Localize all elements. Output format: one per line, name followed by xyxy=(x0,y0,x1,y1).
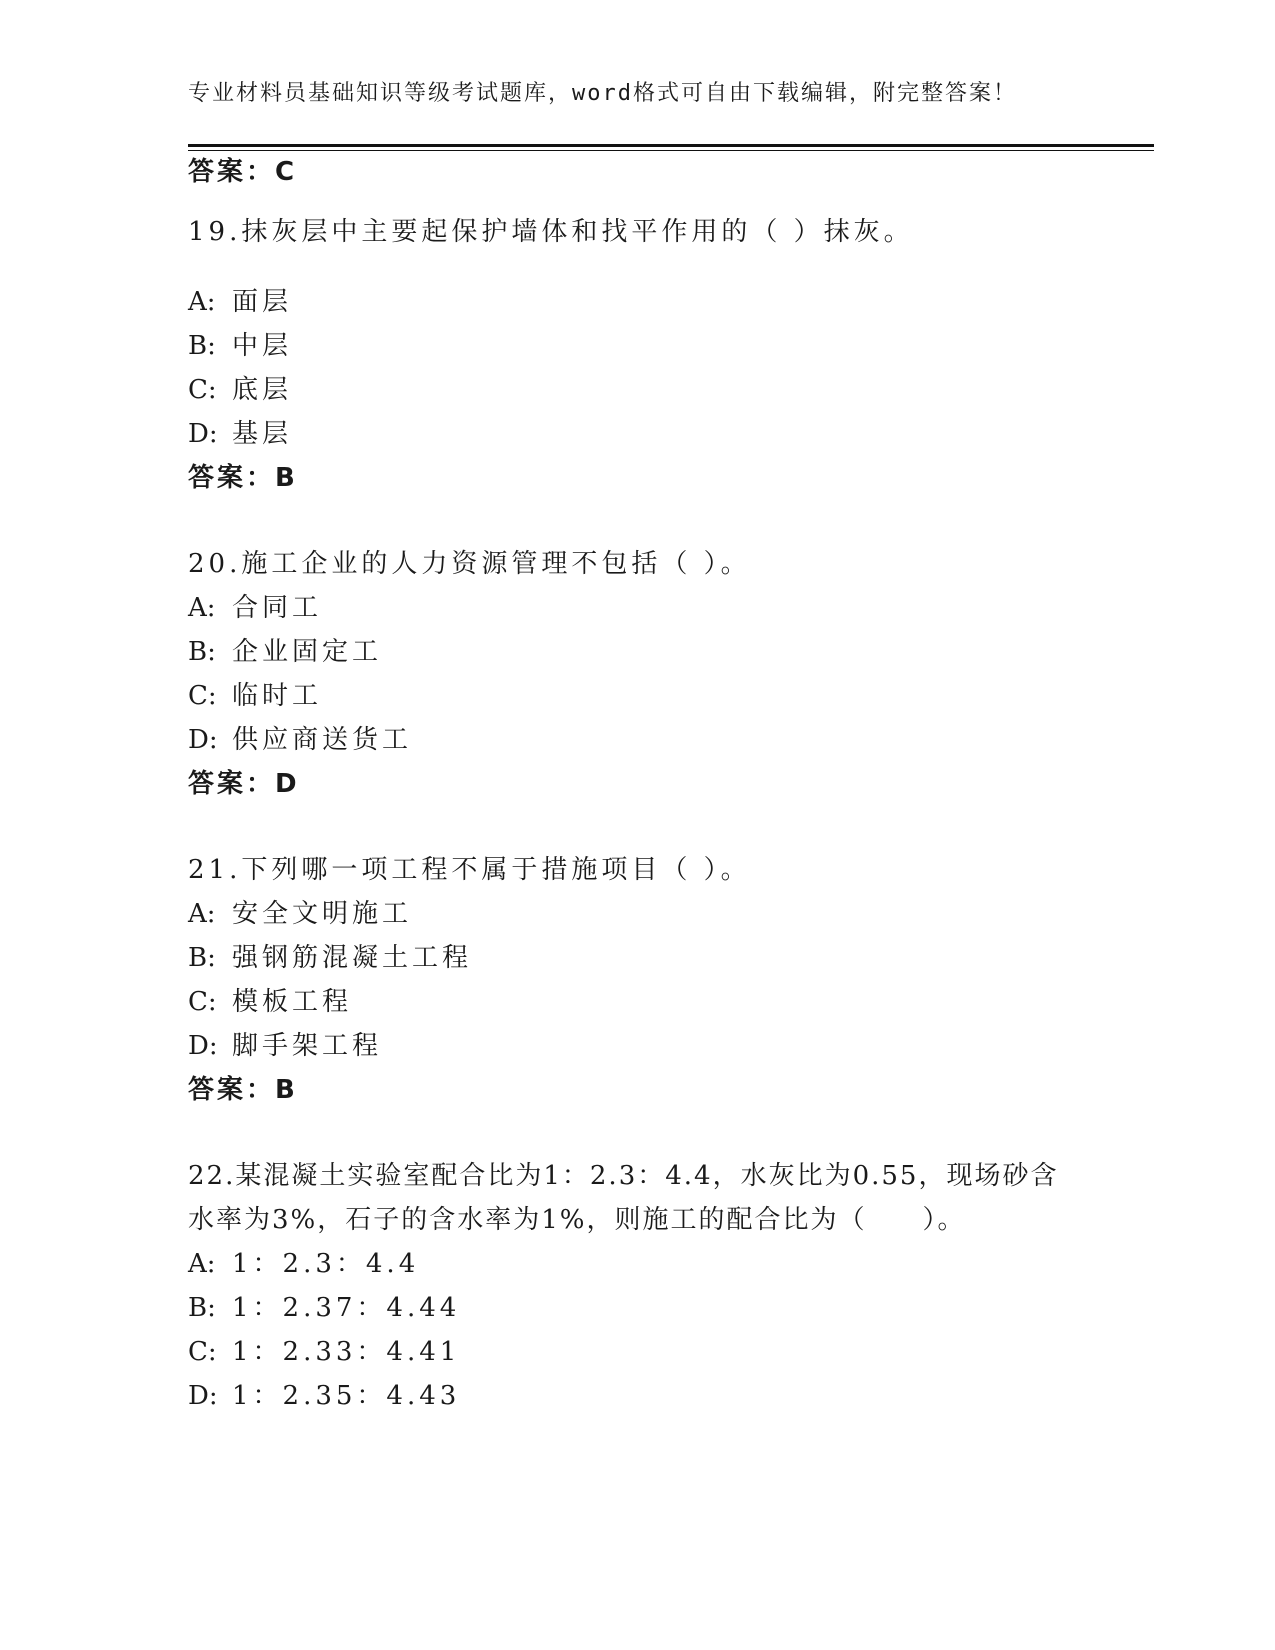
option-text: 安全文明施工 xyxy=(232,899,413,929)
option-letter: A: xyxy=(188,287,216,317)
question-19-option-b xyxy=(188,330,292,362)
question-19-option-c xyxy=(188,374,292,406)
header-divider-thin xyxy=(188,150,1154,151)
question-19-option-d xyxy=(188,418,292,450)
page-header: 专业材料员基础知识等级考试题库，word格式可自由下载编辑，附完整答案！ xyxy=(188,81,1017,106)
option-letter: D: xyxy=(188,1031,218,1061)
option-text: 1：2.33：4.41 xyxy=(232,1337,461,1367)
question-19-option-a xyxy=(188,286,292,318)
option-letter: B: xyxy=(188,943,216,973)
question-20-option-d xyxy=(188,724,412,756)
question-20-stem: 20.施工企业的人力资源管理不包括（ ）。 xyxy=(188,549,751,579)
option-letter: A: xyxy=(188,899,216,929)
option-text: 1：2.35：4.43 xyxy=(232,1381,461,1411)
option-text: 企业固定工 xyxy=(232,637,383,667)
previous-answer: 答案：C xyxy=(188,157,298,187)
header-divider xyxy=(188,144,1154,147)
option-text: 脚手架工程 xyxy=(232,1031,383,1061)
option-text: 底层 xyxy=(232,375,293,405)
option-letter: C: xyxy=(188,375,217,405)
question-20-option-a xyxy=(188,592,322,624)
question-21-option-d xyxy=(188,1030,382,1062)
option-text: 临时工 xyxy=(232,681,323,711)
option-letter: D: xyxy=(188,725,218,755)
option-text: 1：2.37：4.44 xyxy=(232,1293,461,1323)
option-letter: B: xyxy=(188,331,216,361)
question-19-answer: 答案：B xyxy=(188,463,298,493)
option-text: 中层 xyxy=(232,331,293,361)
option-text: 基层 xyxy=(232,419,293,449)
option-letter: C: xyxy=(188,987,217,1017)
option-text: 1：2.3：4.4 xyxy=(232,1249,420,1279)
option-text: 模板工程 xyxy=(232,987,353,1017)
option-text: 面层 xyxy=(232,287,293,317)
question-22-stem-line-1: 22.某混凝土实验室配合比为1：2.3：4.4，水灰比为0.55，现场砂含 xyxy=(188,1161,1059,1191)
question-20-option-c xyxy=(188,680,322,712)
question-21-option-a xyxy=(188,898,412,930)
option-text: 供应商送货工 xyxy=(232,725,413,755)
question-20-option-b xyxy=(188,636,382,668)
option-letter: A: xyxy=(188,593,216,623)
question-22-option-c xyxy=(188,1336,460,1368)
option-letter: C: xyxy=(188,1337,217,1367)
question-22-option-b xyxy=(188,1292,460,1324)
question-21-option-b xyxy=(188,942,472,974)
option-text: 合同工 xyxy=(232,593,323,623)
question-22-option-d xyxy=(188,1380,460,1412)
question-21-answer: 答案：B xyxy=(188,1075,298,1105)
option-letter: C: xyxy=(188,681,217,711)
option-letter: A: xyxy=(188,1249,216,1279)
question-20-answer: 答案：D xyxy=(188,769,300,799)
option-letter: B: xyxy=(188,637,216,667)
option-letter: D: xyxy=(188,419,218,449)
option-letter: D: xyxy=(188,1381,218,1411)
question-21-option-c xyxy=(188,986,352,1018)
question-22-option-a xyxy=(188,1248,419,1280)
question-21-stem: 21.下列哪一项工程不属于措施项目（ ）。 xyxy=(188,855,751,885)
option-letter: B: xyxy=(188,1293,216,1323)
question-19-stem: 19.抹灰层中主要起保护墙体和找平作用的（ ）抹灰。 xyxy=(188,217,914,247)
question-22-stem-line-2: 水率为3%，石子的含水率为1%，则施工的配合比为（ ）。 xyxy=(188,1205,966,1235)
option-text: 强钢筋混凝土工程 xyxy=(232,943,473,973)
